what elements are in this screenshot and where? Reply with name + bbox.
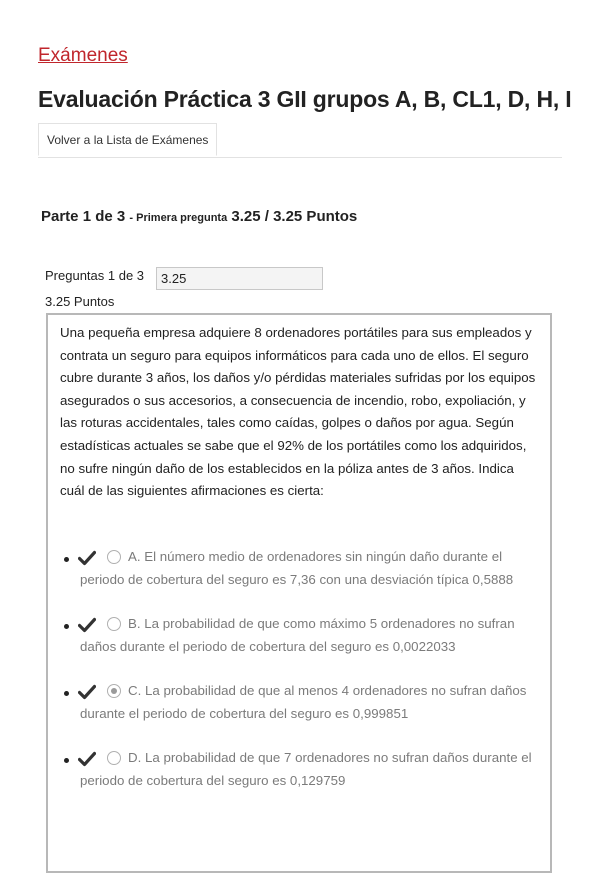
back-to-exam-list-tab[interactable]: Volver a la Lista de Exámenes [38, 123, 217, 156]
part-header [41, 208, 357, 225]
bullet [64, 691, 69, 696]
answer-option-d[interactable] [48, 750, 552, 817]
answer-option-b[interactable] [48, 616, 552, 683]
part-subtitle: - Primera pregunta [129, 212, 228, 224]
answer-label-a: A. El número medio de ordenadores sin ningún daño durante el periodo de cobertura del seguro es 7,36 con una desviación típica 0,5888 [80, 549, 514, 587]
answer-list [48, 549, 552, 817]
part-title: Parte 1 de 3 [41, 208, 126, 225]
part-score: 3.25 / 3.25 Puntos [231, 208, 358, 225]
answer-option-c[interactable] [48, 683, 552, 750]
bullet [64, 758, 69, 763]
score-input[interactable] [156, 267, 323, 290]
points-label: 3.25 Puntos [45, 294, 115, 309]
tab-bar [38, 123, 562, 158]
answer-option-a[interactable] [48, 549, 552, 616]
question-nav-label: Preguntas 1 de 3 [45, 268, 145, 283]
breadcrumb-examenes-link[interactable]: Exámenes [38, 45, 128, 66]
page-title: Evaluación Práctica 3 GII grupos A, B, CL1, D, H, I [38, 86, 572, 112]
answer-label-b: B. La probabilidad de que como máximo 5 ordenadores no sufran daños durante el periodo de cobertura del seguro es 0,0022033 [80, 616, 515, 654]
question-text: Una pequeña empresa adquiere 8 ordenadores portátiles para sus empleados y contrata un seguro para equipos informáticos para cada uno de ellos. El seguro cubre durante 3 años, los daños y/o pérdidas materiales sufridas por los equipos asegurados o sus accesorios, a consecuencia de incendio, robo, expoliación, y las roturas accidentales, tales como caídas, golpes o daños por agua. Según estadísticas actuales se sabe que el 92% de los portátiles como los adquiridos, no sufre ningún daño de los establecidos en la póliza antes de 3 años. Indica cuál de las siguientes afirmaciones es cierta: [60, 325, 536, 499]
answer-label-d: D. La probabilidad de que 7 ordenadores no sufran daños durante el periodo de cobertura del seguro es 0,129759 [80, 750, 532, 788]
question-box [46, 313, 552, 873]
answer-label-c: C. La probabilidad de que al menos 4 ordenadores no sufran daños durante el periodo de cobertura del seguro es 0,999851 [80, 683, 527, 721]
bullet [64, 624, 69, 629]
bullet [64, 557, 69, 562]
